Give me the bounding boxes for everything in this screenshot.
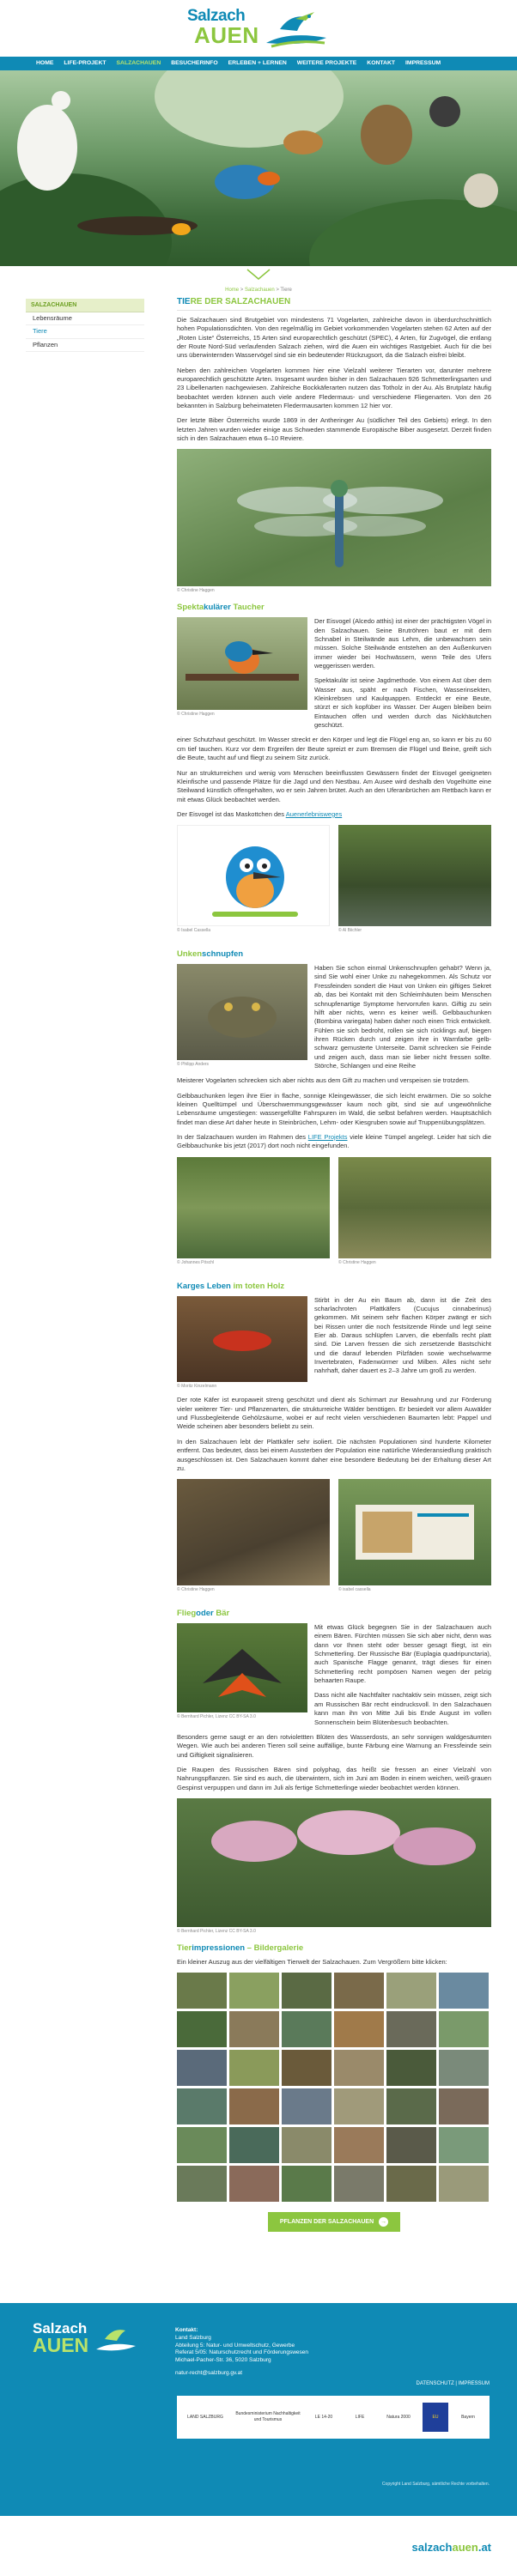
sponsor-life[interactable]: LIFE (355, 2414, 365, 2420)
plattkaefer-paragraph-2: Der rote Käfer ist europaweit streng geschützt und dient als Schirmart zur Bewahrung und zur Förderung vieler weiterer Tier- und Pflanzenarten, die strukturreiche Wälder benötigen. Er besiedelt vor allem Auwälder und Flussbegleitende Gehölzsäume, wobei er auf recht vielen verschiedenen Baumarten lebt: Pappel und Weide scheinen aber besonders beliebt zu sein. (177, 1396, 491, 1431)
gallery-image[interactable] (282, 2011, 331, 2047)
life-projekt-link[interactable]: LIFE Projekts (307, 1132, 348, 1141)
photo-caption: © Christine Haggen (177, 588, 215, 594)
mascot-image[interactable] (177, 825, 330, 926)
nav-kontakt[interactable]: KONTAKT (367, 60, 396, 66)
intro-paragraph-1: Die Salzachauen sind Brutgebiet von mindestens 71 Vogelarten, zahlreiche davon in überdurchschnittlich hohen Populationsdichten. Von den regelmäßig im Gebiet vorkommenden Vogelarten stehen 62 Arten auf der „Roten Liste“ Österreichs, 15 Arten sind europarechtlich geschützt (SPEC), 4 Arten, für Zugvögel, die entlang der Route Nord-Süd verlaufenden Salzach ziehen, wird die Auen ein wichtiges Rastgebiet. Auch für die bei uns überwinternden Wasservögel sind sie ein bedeutender Rückzugsort, da die Salzach eisfrei bleibt. (177, 316, 491, 360)
chevron-down-icon (246, 268, 271, 282)
hero-animal-collage (0, 70, 517, 266)
gallery-image[interactable] (334, 2166, 384, 2202)
eisvogel-paragraph-4: Nur an strukturreichen und wenig vom Menschen beeinflussten Gewässern findet der Eisvogel geeigneten Kleinfische und passende Plätze für die Jagd und den Nestbau. Am Ausee wird deshalb den Vogelhütte eine Steilwand künstlich offengehalten, wo er sein Jahren brütet. Auch an den Uferanbrüchen am Rettbach kann er mit etwas Glück beobachtet werden. (177, 768, 491, 803)
gallery-image[interactable] (177, 2088, 227, 2124)
eisvogel-paragraph-2: Spektakulär ist seine Jagdmethode. Von einem Ast über dem Wasser aus, späht er nach Fischen, Wasserinsekten, Kleinkrebsen und Kaulquappen. Entdeckt er eine Beute, stürzt er sich kopfüber ins Wasser. Der Augen bleiben beim Eintauchen offen und werden durch das Nickhäutchen geschützt. (314, 676, 491, 730)
eisvogel-paragraph-3: einer Schutzhaut geschützt. Im Wasser streckt er den Körper und legt die Flügel eng an, so kann er bis zu 60 cm tief tauchen. Kurz vor dem Ergreifen der Beute spreizt er zum Bremsen die Flügel und Beine, greift sich die Beute, taucht auf und fliegt zu seinem Sitz zurück. (177, 736, 491, 762)
nav-weitere-projekte[interactable]: WEITERE PROJEKTE (296, 60, 357, 66)
nav-erleben-lernen[interactable]: ERLEBEN + LERNEN (228, 60, 287, 66)
section-heading-russischer-baer: Fliegoder Bär (177, 1609, 230, 1619)
baer-paragraph-1: Mit etwas Glück begegnen Sie in der Salzachauen auch einem Bären. Fürchten müssen Sie sich aber nicht, denn was dann vor Ihnen steht oder besser gesagt fliegt, ist ein Schmetterling. Der Russische Bär (Euplagia quadripunctaria), auch Spanische Flagge genannt, trägt dieses für einen Schmetterling recht pompösen Namen wegen der pelzig behaarten Raupe. (314, 1623, 491, 1685)
sidebar (26, 297, 144, 2254)
sponsor-ministry[interactable]: Bundesministerium Nachhaltigkeit und Tourismus (235, 2411, 301, 2422)
gallery-image[interactable] (439, 2088, 489, 2124)
sponsor-land-salzburg[interactable]: LAND SALZBURG (187, 2414, 223, 2420)
gallery-image[interactable] (177, 2166, 227, 2202)
sponsor-bayern[interactable]: Bayern (461, 2414, 475, 2420)
pond-photo-2[interactable] (338, 1157, 491, 1258)
gallery-image[interactable] (282, 2127, 331, 2163)
gallery-image[interactable] (439, 2050, 489, 2086)
section-heading-gallery: Tierimpressionen – Bildergalerie (177, 1943, 304, 1953)
gallery-image[interactable] (334, 2127, 384, 2163)
dragonfly-photo[interactable] (177, 449, 491, 586)
sign-illustration (338, 1479, 491, 1585)
gallery-image[interactable] (386, 2050, 436, 2086)
arrow-right-icon: → (380, 2219, 387, 2226)
sponsor-natura2000[interactable]: Natura 2000 (386, 2414, 411, 2420)
gallery-image[interactable] (229, 1973, 279, 2009)
nav-home[interactable]: HOME (36, 60, 54, 66)
gallery-image[interactable] (386, 2011, 436, 2047)
kingfisher-photo[interactable] (177, 617, 307, 710)
site-logo[interactable] (187, 5, 330, 50)
gallery-image[interactable] (386, 2127, 436, 2163)
gallery-image[interactable] (439, 2127, 489, 2163)
footer-logo[interactable]: Salzach AUEN (33, 2320, 136, 2358)
toad-illustration (177, 964, 307, 1060)
logo-text-auen: AUEN (194, 22, 259, 48)
gallery-image[interactable] (282, 2050, 331, 2086)
plattkaefer-paragraph-1: Stirbt in der Au ein Baum ab, dann ist die Zeit des scharlachroten Plattkäfers (Cucujus cinnaberinus) gekommen. Mit seinem sehr flachen Körper zwängt er sich bei Rissen unter die noch festsitzende Rinde und legt seine Eier ab. Daraus schlüpfen Larven, die ebenfalls recht platt sind. Die Larven fressen die sich zersetzende Bastschicht und die darauf lebenden Pilzfäden sowie wechselwarme Invertebraten, Fadenwürmer und Milben. Alles nicht sehr nahrhaft, daher dauert es 2–3 Jahre um groß zu werden. (314, 1295, 491, 1375)
jersey-tiger-moth-photo[interactable] (177, 1623, 307, 1712)
sidebar-item-tiere[interactable]: Tiere (26, 325, 144, 338)
plants-cta-button[interactable]: PFLANZEN DER SALZACHAUEN → (268, 2212, 400, 2232)
nav-life-projekt[interactable]: LIFE-PROJEKT (64, 60, 106, 66)
gallery-image[interactable] (177, 2127, 227, 2163)
gallery-image[interactable] (282, 2166, 331, 2202)
contact-email-link[interactable]: natur-recht@salzburg.gv.at (175, 2369, 243, 2376)
gallery-image[interactable] (439, 2166, 489, 2202)
unke-paragraph-1b: Meisterer Vogelarten schrecken sich aber nichts aus dem Gift zu machen und verspeisen sie trotzdem. (177, 1076, 470, 1085)
gallery-image[interactable] (334, 2088, 384, 2124)
site-footer (0, 2303, 517, 2516)
main-article: TIERE DER SALZACHAUEN Die Salzachauen sind Brutgebiet von mindestens 71 Vogelarten, zahlreiche davon in überdurchschnittlich hohen Populationsdichten. Von den regelmäßig im Gebiet vorkommenden Vogelarten stehen 62 Arten auf der „Roten Liste“ Österreichs, 15 Arten sind europarechtlich geschützt (SPEC), 4 Arten, für Zugvögel, die entlang der Route Nord-Süd verlaufenden Salzach ziehen, wird die Auen ein wichtiges Rastgebiet. Auch für die bei uns überwinternden Wasservögel sind sie ein bedeutender Rückzugsort, da die Salzach eisfrei bleibt. Neben den zahlreichen Vogelarten kommen hier eine Vielzahl weiterer Tierarten vor, darunter mehrere europarechtlich geschützte Arten. Insgesamt wurden bisher in den Salzachauen 926 Schmetterlingsarten und 23 Libellenarten nachgewiesen. Zahlreiche Bockkäferarten nutzen das Totholz in der Au. Als Brutplatz häufig beobachtet werden können auch viele andere Fledermaus- und verschiedene Fliegenarten. Von den 26 bekannten in Salzburg beheimateten Fledermausarten kommen 12 hier vor. Der letzte Biber Österreichs wurde 1869 in der Antheringer Au (südlicher Teil des Gebiets) erlegt. In den letzten Jahren wurden wieder einige aus Schweden stammende Europäische Biber ausgesetzt. Derzeit finden sich in den Salzachauen etwa 6–10 Reviere. © Christine Haggen Spektakulärer Taucher © Christine Haggen Der Eisvogel (Alcedo atthis) ist einer der prächtigsten Vögel in den Salzachauen. Seine Brutröhren baut er mit dem Schnabel in Steilwände aus Lehm, die unbewachsen sein müssen. Solche Steilwände entstehen an den Außenkurven immer wieder bei Hochwässern, wenn Teile des Ufers weggerissen werden. Spektakulär ist seine Jagdmethode. Von einem Ast über dem Wasser aus, späht er nach Fischen, Wasserinsekten, Kleinkrebsen und Kaulquappen. Entdeckt er eine Beute, stürzt er sich kopfüber ins Wasser. Der Augen bleiben beim Eintauchen offen und werden durch das Nickhäutchen geschützt. einer Schutzhaut geschützt. Im Wasser streckt er den Körper und legt die Flügel eng an, so kann er bis zu 60 cm tief tauchen. Kurz vor dem Ergreifen der Beute spreizt er zum Bremsen die Flügel und Beine, greift sich die Beute, taucht auf und fliegt zu seinem Sitz zurück. Nur an strukturreichen und wenig vom Menschen beeinflussten Gewässern findet der Eisvogel geeigneten Kleinfische und passende Plätze für die Jagd und den Nestbau. Am Ausee wird deshalb den Vogelhütte eine Steilwand künstlich offengehalten, wo er sein Jahren brütet. Auch an den Uferanbrüchen am Rettbach kann er mit etwas Glück beobachtet werden. Der Eisvogel ist das Maskottchen des Auenerlebnisweges © Isabel Cassella © Al Biichler Unkenschnupfen © Philipp Anders Haben Sie schon einmal Unkenschnupfen gehabt? Wenn ja, sind Sie wohl einer Unke zu nahegekommen. Als Schutz vor Fressfeinden sondert die Haut von Unken ein giftiges Sekret ab, das bei Kontakt mit den Schleimhäuten beim Menschen schnupfenartige Symptome hervorrufen kann. Giftig zu sein hilft aber nichts, wenn es keiner weiß. Gelbbauchunken (Bombina variegata) haben daher noch einen Trick entwickelt. Fühlen sie sich bedroht, rollen sie sich rücklings auf, biegen ihren Rücken durch und zeigen ihre in Warnfarbe gelb-schwarz gemusterte Unterseite. Damit schrecken sie Feinde und zeigen auch, dass man sie lieber nicht fressen sollte. Störche, Schlangen und eine Reihe Meisterer Vogelarten schrecken sich aber nichts aus dem Gift zu machen und verspeisen sie trotzdem. Gelbbauchunken legen ihre Eier in flache, sonnige Kleingewässer, die sich leicht erwärmen. Die so solche kleinen Quelltümpel und Überschwemmungsgewässer kaum noch gibt, sind sie auf ungewöhnliche Lebensräume umgestiegen: wassergefüllte Fahrspuren im Wald, die selbst befahren werden. Hauptsächlich findet man diese Art daher heute in Steinbrüchen, Lehm- oder Kiesgruben sowie auf Truppenübungsplätzen. In der Salzachauen wurden im Rahmen des LIFE Projekts viele kleine Tümpel angelegt. Leider hat sich die Gelbbauchunke bis jetzt (2017) dort noch nicht eingefunden. © Johannes Pöschl © Christine Haggen Karges Leben im toten Holz © Moritz Kinzelmann Stirbt in der Au ein Baum ab, dann ist die Zeit des scharlachroten Plattkäfers (Cucujus cinnaberinus) gekommen. Mit seinem sehr flachen Körper zwängt er sich bei Rissen unter die noch festsitzende Rinde und legt seine Eier ab. Daraus schlüpfen Larven, die ebenfalls recht platt sind. Die Larven fressen die sich zersetzende Bastschicht und die darauf lebenden Pilzfäden sowie wechselwarme Invertebraten, Fadenwürmer und Milben. Alles nicht sehr nahrhaft, daher dauert es 2–3 Jahre um groß zu werden. Der rote Käfer ist europaweit streng geschützt und dient als Schirmart zur Bewahrung und zur Förderung vieler weiterer Tier- und Pflanzenarten, die strukturreiche Wälder benötigen. Er besiedelt vor allem Auwälder und Flussbegleitende Gehölzsäume, wobei er auf recht vielen verschiedenen Baumarten lebt: Pappel und Weide scheinen aber besonders beliebt zu sein. In den Salzachauen lebt der Plattkäfer sehr isoliert. Die nächsten Populationen sind hunderte Kilometer entfernt. Das bedeutet, dass bei einem Aussterben der Population eine natürliche Wiederansiedlung praktisch ausgeschlossen ist. Den Salzachauen kommt daher eine besondere Bedeutung bei der Erhaltung dieser Art zu. © Christine Haggen © isabel cassella Fliegoder Bär © Bernhard Pichler, Lizenz CC BY-SA 3.0 Mit etwas Glück begegnen Sie in der Salzachauen auch einem Bären. Fürchten müssen Sie sich aber nicht, denn was dann vor Ihnen steht oder besser gesagt fliegt, ist ein Schmetterling. Der Russische Bär (Euplagia quadripunctaria), auch Spanische Flagge genannt, trägt dieses für einen Schmetterling recht pompösen Namen wegen der pelzig behaarten Raupe. Dass nicht alle Nachtfalter nachtaktiv sein müssen, zeigt sich am Russischen Bär recht eindrucksvoll. In den Salzachauen kann man ihn von Mitte Juli bis Ende August im vollen Sonnenschein beim Blütenbesuch beobachten. Besonders gerne saugt er an den rotviolettten Blüten des Wasserdosts, an sehr sonnigen waldgesäumten Wegen. Wie auch bei anderen Tieren soll seine auffällige, bunte Färbung eine Warnung an Fressfeinde sein und Giftigkeit signalisieren. Die Raupen des Russischen Bären sind polyphag, das heißt sie fressen an einer Vielzahl von Nahrungspflanzen. Sie sind es auch, die überwintern, sich im Juni am Boden in einem weichen, weiß-grauen Gespinst verpuppen und dann im Juli als fertige Schmetterlinge wieder beobachtet werden können. © Bernhard Pichler, Lizenz CC BY-SA 3.0 Tierimpressionen – Bildergalerie Ein kleiner Auszug aus der vielfältigen Tierwelt der Salzachauen. Zum Vergrößern bitte klicken: PFLANZEN DER SALZACHAUEN → (177, 297, 491, 2254)
breadcrumb-home[interactable]: Home (225, 288, 240, 293)
kingfisher-illustration (177, 617, 307, 710)
sidebar-heading[interactable]: SALZACHAUEN (26, 299, 144, 312)
eisvogel-paragraph-5: Der Eisvogel ist das Maskottchen des Auenerlebnisweges (177, 809, 343, 818)
nav-impressum[interactable]: IMPRESSUM (405, 60, 441, 66)
section-heading-eisvogel: Spektakulärer Taucher (177, 603, 265, 613)
flowers-illustration (177, 1798, 491, 1927)
sponsor-le[interactable]: LE 14-20 (314, 2414, 333, 2420)
baer-paragraph-2b: Besonders gerne saugt er an den rotviolettten Blüten des Wasserdosts, an sehr sonnigen waldgesäumten Wegen. Wie auch bei anderen Tieren soll seine auffällige, bunte Färbung eine Warnung an Fressfeinde sein und Giftigkeit signalisieren. (177, 1732, 491, 1759)
gallery-image[interactable] (439, 1973, 489, 2009)
gallery-image[interactable] (177, 1973, 227, 2009)
gallery-image[interactable] (386, 2088, 436, 2124)
gallery-image[interactable] (386, 2166, 436, 2202)
gallery-image[interactable] (177, 2011, 227, 2047)
sponsor-eu[interactable]: EU (423, 2403, 448, 2432)
kingfisher-mascot-illustration (178, 826, 330, 926)
red-flat-bark-beetle-photo[interactable] (177, 1296, 307, 1382)
intro-paragraph-3: Der letzte Biber Österreichs wurde 1869 in der Antheringer Au (südlicher Teil des Gebiets) erlegt. In den letzten Jahren wurden wieder einige aus Schweden stammende Europäische Biber ausgesetzt. Derzeit finden sich in den Salzachauen etwa 6–10 Reviere. (177, 416, 491, 443)
gallery-image[interactable] (386, 1973, 436, 2009)
sponsor-logos (177, 2396, 490, 2439)
unke-paragraph-3: In der Salzachauen wurden im Rahmen des LIFE Projekts viele kleine Tümpel angelegt. Leider hat sich die Gelbbauchunke bis jetzt (2017) dort noch nicht eingefunden. (177, 1132, 491, 1150)
auenerlebnisweg-link[interactable]: Auenerlebnisweges (285, 809, 343, 818)
section-heading-unke: Unkenschnupfen (177, 949, 244, 960)
gallery-image[interactable] (334, 2011, 384, 2047)
gallery-intro: Ein kleiner Auszug aus der vielfältigen Tierwelt der Salzachauen. Zum Vergrößern bitte klicken: (177, 1957, 447, 1966)
bird-logo-icon (263, 9, 330, 50)
dragonfly-illustration (177, 449, 491, 586)
copyright-text: Copyright Land Salzburg, sämtliche Rechte vorbehalten. (381, 2482, 490, 2487)
yellow-bellied-toad-photo[interactable] (177, 964, 307, 1060)
gallery-image[interactable] (177, 2050, 227, 2086)
riverbank-photo[interactable] (338, 825, 491, 926)
intro-paragraph-2: Neben den zahlreichen Vogelarten kommen hier eine Vielzahl weiterer Tierarten vor, darunter mehrere europarechtlich geschützte Arten. Insgesamt wurden bisher in den Salzachauen 926 Schmetterlingsarten und 23 Libellenarten nachgewiesen. Zahlreiche Bockkäferarten nutzen das Totholz in der Au. Als Brutplatz häufig beobachtet werden können auch viele andere Fledermaus- und verschiedene Fliegenarten. Von den 26 bekannten in Salzburg beheimateten Fledermausarten kommen 12 hier vor. (177, 366, 491, 410)
section-heading-plattkaefer: Karges Leben im toten Holz (177, 1281, 285, 1291)
gallery-image[interactable] (334, 2050, 384, 2086)
unke-paragraph-1: Haben Sie schon einmal Unkenschnupfen gehabt? Wenn ja, sind Sie wohl einer Unke zu nahegekommen. Als Schutz vor Fressfeinden sondert die Haut von Unken ein giftiges Sekret ab, das bei Kontakt mit den Schleimhäuten beim Menschen schnupfenartige Symptome hervorrufen kann. Giftig zu sein hilft aber nichts, wenn es keiner weiß. Gelbbauchunken (Bombina variegata) haben daher noch einen Trick entwickelt. Fühlen sie sich bedroht, rollen sie sich rücklings auf, biegen ihren Rücken durch und zeigen ihre in Warnfarbe gelb-schwarz gemusterte Unterseite. Damit schrecken sie Feinde und zeigen auch, dass man sie lieber nicht fressen sollte. Störche, Schlangen und eine Reihe (314, 964, 491, 1070)
footer-contact: Kontakt: Land Salzburg Abteilung 5: Natur- und Umweltschutz, Gewerbe Referat 5/05: Naturschutzrecht und Förderungswesen Michael-Pacher-Str. 36, 5020 Salzburg natur-recht@salzburg.gv.at (175, 2327, 309, 2376)
gallery-image[interactable] (229, 2088, 279, 2124)
site-url[interactable]: salzachauen.at (411, 2541, 491, 2554)
content-area (0, 297, 517, 2254)
sidebar-item-pflanzen[interactable]: Pflanzen (26, 339, 144, 352)
gallery-image[interactable] (229, 2050, 279, 2086)
info-sign-photo[interactable] (338, 1479, 491, 1585)
hemp-agrimony-photo[interactable] (177, 1798, 491, 1927)
moth-illustration (177, 1623, 307, 1712)
breadcrumb-zone (0, 266, 517, 297)
gallery-image[interactable] (229, 2166, 279, 2202)
baer-paragraph-3: Die Raupen des Russischen Bären sind polyphag, das heißt sie fressen an einer Vielzahl von Nahrungspflanzen. Sie sind es auch, die überwintern, sich im Juni am Boden in einem weichen, weiß-grauen Gespinst verpuppen und dann im Juli als fertige Schmetterlinge wieder beobachtet werden können. (177, 1765, 491, 1791)
breadcrumb-current: Tiere (280, 288, 292, 293)
sidebar-item-lebensraeume[interactable]: Lebensräume (26, 312, 144, 325)
unke-paragraph-2: Gelbbauchunken legen ihre Eier in flache, sonnige Kleingewässer, die sich leicht erwärmen. Die so solche kleinen Quelltümpel und Überschwemmungsgewässer kaum noch gibt, sind sie auf ungewöhnliche Lebensräume umgestiegen: wassergefüllte Fahrspuren im Wald, die selbst befahren werden. Hauptsächlich findet man diese Art daher heute in Steinbrüchen, Lehm- oder Kiesgruben sowie auf Truppenübungsplätzen. (177, 1091, 491, 1126)
site-header (0, 0, 517, 57)
gallery-image[interactable] (229, 2011, 279, 2047)
image-gallery (177, 1973, 491, 2202)
main-navigation (0, 57, 517, 70)
deadwood-photo[interactable] (177, 1479, 330, 1585)
eisvogel-paragraph-1: Der Eisvogel (Alcedo atthis) ist einer der prächtigsten Vögel in den Salzachauen. Seine Brutröhren baut er mit dem Schnabel in Steilwände aus Lehm, die unbewachsen sein müssen. Solche Steilwände entstehen an den Außenkurven immer wieder bei Hochwässern, wenn Teile des Ufers weggerissen werden. (314, 617, 491, 670)
gallery-image[interactable] (439, 2011, 489, 2047)
baer-paragraph-2: Dass nicht alle Nachtfalter nachtaktiv sein müssen, zeigt sich am Russischen Bär recht eindrucksvoll. In den Salzachauen kann man ihn von Mitte Juli bis Ende August im vollen Sonnenschein beim Blütenbesuch beobachten. (314, 1691, 491, 1726)
gallery-image[interactable] (334, 1973, 384, 2009)
logo-text-salzach: Salzach (187, 7, 246, 25)
page-title: TIERE DER SALZACHAUEN (177, 297, 491, 311)
pond-photo-1[interactable] (177, 1157, 330, 1258)
footer-links[interactable]: DATENSCHUTZ | IMPRESSUM (416, 2381, 490, 2386)
breadcrumb: Home > Salzachauen > Tiere (225, 288, 292, 293)
plattkaefer-paragraph-3: In den Salzachauen lebt der Plattkäfer sehr isoliert. Die nächsten Populationen sind hunderte Kilometer entfernt. Das bedeutet, dass bei einem Aussterben der Population eine natürliche Wiederansiedlung praktisch ausgeschlossen ist. Den Salzachauen kommt daher eine besondere Bedeutung bei der Erhaltung dieser Art zu. (177, 1437, 491, 1472)
bird-logo-icon (94, 2324, 137, 2355)
breadcrumb-section[interactable]: Salzachauen (244, 288, 275, 293)
beetle-illustration (177, 1296, 307, 1382)
gallery-image[interactable] (229, 2127, 279, 2163)
gallery-image[interactable] (282, 1973, 331, 2009)
nav-salzachauen[interactable]: SALZACHAUEN (116, 60, 161, 66)
gallery-image[interactable] (282, 2088, 331, 2124)
nav-besucherinfo[interactable]: BESUCHERINFO (171, 60, 218, 66)
